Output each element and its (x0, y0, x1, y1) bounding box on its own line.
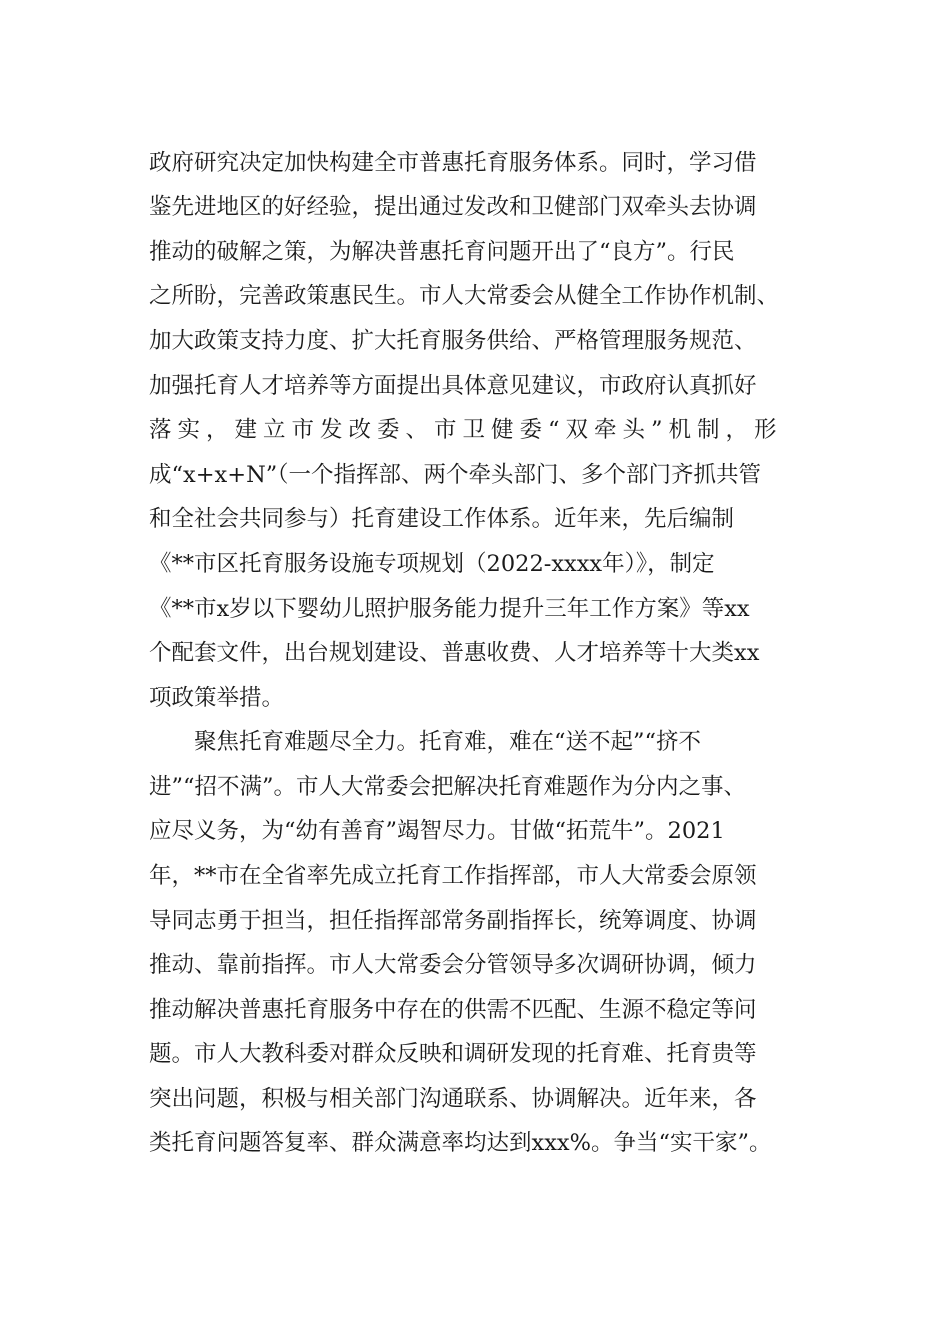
line-text: 政府研究决定加快构建全市普惠托育服务体系。同时，学习借 (149, 150, 757, 176)
line-text: 类托育问题答复率、群众满意率均达到xxx%。争当“实干家”。 (149, 1130, 772, 1156)
text-line (0, 541, 950, 587)
text-line (0, 318, 950, 364)
line-text: 成“x+x+N”（一个指挥部、两个牵头部门、多个部门齐抓共管 (149, 462, 762, 488)
line-text: 导同志勇于担当，担任指挥部常务副指挥长，统筹调度、协调 (149, 908, 757, 934)
line-text: 加大政策支持力度、扩大托育服务供给、严格管理服务规范、 (149, 328, 757, 354)
line-text: 推动的破解之策，为解决普惠托育问题开出了“良方”。行民 (149, 239, 735, 265)
text-line (0, 719, 950, 765)
line-text: 进”“招不满”。市人大常委会把解决托育难题作为分内之事、 (149, 774, 747, 800)
line-text: 突出问题，积极与相关部门沟通联系、协调解决。近年来，各 (149, 1086, 757, 1112)
text-line (0, 1076, 950, 1122)
text-line (0, 184, 950, 230)
line-text: 鉴先进地区的好经验，提出通过发改和卫健部门双牵头去协调 (149, 194, 757, 220)
line-text: 推动、靠前指挥。市人大常委会分管领导多次调研协调，倾力 (149, 952, 757, 978)
line-text: 个配套文件，出台规划建设、普惠收费、人才培养等十大类xx (149, 640, 760, 666)
text-line (0, 898, 950, 944)
text-line (0, 942, 950, 988)
text-line (0, 407, 950, 453)
text-line (0, 1031, 950, 1077)
text-line (0, 808, 950, 854)
text-line (0, 273, 950, 319)
line-text: 《**市x岁以下婴幼儿照护服务能力提升三年工作方案》等xx (149, 596, 750, 622)
text-line (0, 452, 950, 498)
line-text: 《**市区托育服务设施专项规划（2022-xxxx年）》，制定 (149, 551, 715, 577)
line-text: 加强托育人才培养等方面提出具体意见建议，市政府认真抓好 (149, 373, 757, 399)
line-text: 和全社会共同参与）托育建设工作体系。近年来，先后编制 (149, 506, 735, 532)
line-text: 之所盼，完善政策惠民生。市人大常委会从健全工作协作机制、 (149, 283, 780, 309)
text-line (0, 363, 950, 409)
line-text: 应尽义务，为“幼有善育”竭智尽力。甘做“拓荒牛”。2021 (149, 818, 725, 844)
line-text: 聚焦托育难题尽全力。托育难，难在“送不起”“挤不 (194, 729, 702, 755)
line-text: 题。市人大教科委对群众反映和调研发现的托育难、托育贵等 (149, 1041, 757, 1067)
line-text: 年，**市在全省率先成立托育工作指挥部，市人大常委会原领 (149, 863, 757, 889)
text-line (0, 229, 950, 275)
text-line (0, 764, 950, 810)
text-line (0, 630, 950, 676)
text-line (0, 853, 950, 899)
line-text: 推动解决普惠托育服务中存在的供需不匹配、生源不稳定等问 (149, 997, 757, 1023)
text-line (0, 987, 950, 1033)
line-text: 落实，建立市发改委、市卫健委“双牵头”机制，形 (149, 417, 783, 443)
text-line (0, 675, 950, 721)
text-line (0, 1120, 950, 1166)
text-line (0, 140, 950, 186)
text-line (0, 496, 950, 542)
line-text: 项政策举措。 (149, 685, 285, 711)
text-line (0, 586, 950, 632)
